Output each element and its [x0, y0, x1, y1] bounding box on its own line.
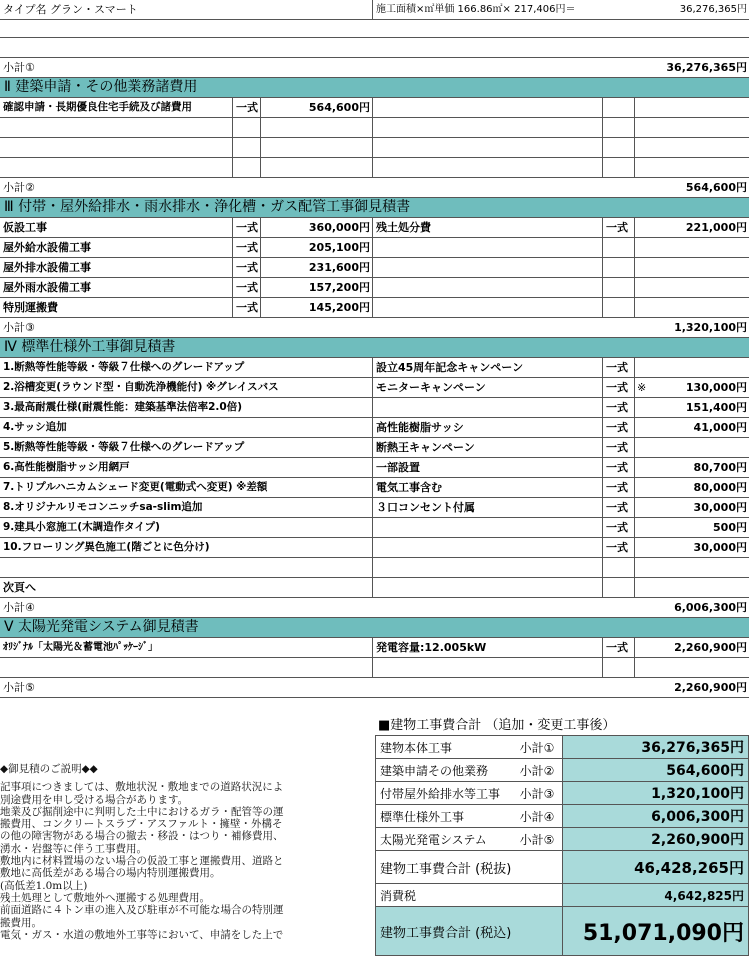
next-page-row	[0, 578, 749, 598]
item-amount: 157,200円	[260, 278, 372, 297]
item-name: 屋外給水設備工事	[3, 241, 91, 254]
section-4-row	[0, 498, 749, 518]
item-amount: 231,600円	[260, 258, 372, 277]
section-2-row	[0, 98, 749, 118]
notes-lines	[0, 781, 372, 941]
notes-line: 敷地に高低差がある場合の場内特別運搬費用。	[0, 867, 221, 880]
item-name: 1.断熱等性能等級・等級７仕様へのグレードアップ	[3, 361, 245, 373]
item-name: 屋外排水設備工事	[3, 261, 91, 274]
type-header-row	[0, 0, 749, 20]
summary-amount: 1,320,100円	[563, 782, 749, 805]
item-unit: 一式	[232, 258, 260, 277]
subtotal-3-label: 小計③	[3, 321, 35, 334]
summary-box	[375, 735, 749, 956]
item-note	[372, 538, 602, 557]
item-amount: 130,000円	[685, 381, 747, 394]
item-mark: ※	[637, 381, 647, 394]
subtotal-2-label: 小計②	[3, 181, 35, 194]
subtotal-3-amount: 1,320,100円	[674, 321, 747, 334]
summary-label: 標準仕様外工事	[376, 805, 516, 828]
item-note: ３口コンセント付属	[372, 498, 602, 517]
section-4-row	[0, 458, 749, 478]
pretax-amount: 46,428,265円	[563, 851, 749, 884]
item-unit: 一式	[602, 518, 634, 537]
section-3-row	[0, 278, 749, 298]
summary-items	[376, 736, 749, 851]
item-note	[372, 398, 602, 417]
section-5-row	[0, 638, 749, 658]
summary-subtotal-ref: 小計⑤	[516, 828, 563, 851]
item-name: 6.高性能樹脂サッシ用網戸	[3, 461, 130, 473]
item-amount: 145,200円	[260, 298, 372, 317]
tax-amount: 4,642,825円	[563, 884, 749, 907]
subtotal-4-label: 小計④	[3, 601, 35, 614]
item-name: 10.フローリング異色施工(階ごとに色分け)	[3, 541, 210, 553]
item-name: 4.サッシ追加	[3, 421, 67, 433]
item-unit: 一式	[232, 298, 260, 317]
item-unit: 一式	[602, 478, 634, 497]
item-name: 特別運搬費	[3, 301, 58, 314]
item-name: 2.浴槽変更(ラウンド型・自動洗浄機能付) ※グレイスバス	[3, 381, 279, 393]
blank-row	[0, 38, 749, 58]
notes-line: 前面道路に４トン車の進入及び駐車が不可能な場合の特別運	[0, 904, 284, 917]
section-4-row	[0, 398, 749, 418]
subtotal-5-row	[0, 678, 749, 698]
item-unit: 一式	[602, 398, 634, 417]
blank-row	[0, 118, 749, 138]
total-amount: 51,071,090円	[563, 907, 749, 956]
subtotal-1-amount: 36,276,365円	[666, 61, 747, 74]
pretax-row	[376, 851, 749, 884]
summary-row	[376, 828, 749, 851]
item-unit: 一式	[602, 498, 634, 517]
item-note	[372, 518, 602, 537]
item-unit: 一式	[602, 358, 634, 377]
item-amount: 30,000円	[693, 541, 747, 554]
section-4-row	[0, 518, 749, 538]
notes-line: 地業及び掘削途中に判明した土中におけるガラ・配管等の運	[0, 805, 284, 818]
notes-line: 敷地内に材料置場のない場合の仮設工事と運搬費用、道路と	[0, 855, 284, 868]
item-note: 電気工事含む	[372, 478, 602, 497]
item-unit: 一式	[232, 98, 260, 117]
section-4-row	[0, 358, 749, 378]
subtotal-1-label: 小計①	[3, 61, 35, 74]
item-note: 一部設置	[372, 458, 602, 477]
section-4-row	[0, 418, 749, 438]
section-3-row	[0, 238, 749, 258]
summary-subtotal-ref: 小計③	[516, 782, 563, 805]
next-page-label: 次頁へ	[3, 581, 36, 594]
summary-label: 付帯屋外給排水等工事	[376, 782, 516, 805]
blank-row	[0, 658, 749, 678]
subtotal-4-amount: 6,006,300円	[674, 601, 747, 614]
section-4-title: Ⅳ 標準仕様外工事御見積書	[0, 338, 749, 358]
summary-amount: 2,260,900円	[563, 828, 749, 851]
blank-row	[0, 558, 749, 578]
item-note: 高性能樹脂サッシ	[372, 418, 602, 437]
notes-line: 搬費用。	[0, 916, 42, 929]
item-name-2: 残土処分費	[372, 218, 602, 237]
item-unit: 一式	[602, 638, 634, 657]
item-note: モニターキャンペーン	[372, 378, 602, 397]
summary-subtotal-ref: 小計②	[516, 759, 563, 782]
item-unit-2: 一式	[602, 218, 634, 237]
section-4-row	[0, 438, 749, 458]
notes-line: 電気・ガス・水道の敷地外工事等において、申請をした上で	[0, 928, 284, 941]
item-amount: 41,000円	[693, 421, 747, 434]
summary-amount: 36,276,365円	[563, 736, 749, 759]
estimate-notes	[0, 763, 372, 941]
notes-line: 搬費用、コンクリートスラブ・アスファルト・擁壁・外構そ	[0, 818, 283, 831]
item-note: 断熱王キャンペーン	[372, 438, 602, 457]
section-3-row	[0, 258, 749, 278]
notes-line: 別途費用を申し受ける場合があります。	[0, 793, 189, 806]
subtotal-2-amount: 564,600円	[685, 181, 747, 194]
item-amount: 2,260,900円	[634, 638, 749, 657]
summary-label: 建物本体工事	[376, 736, 516, 759]
subtotal-3-row	[0, 318, 749, 338]
summary-title: ■建物工事費合計 （追加・変更工事後）	[378, 718, 616, 733]
item-amount: 80,000円	[693, 481, 747, 494]
item-name: 7.トリプルハニカムシェード変更(電動式へ変更) ※差額	[3, 481, 268, 493]
notes-line: 残土処理として敷地外へ運搬する処理費用。	[0, 891, 210, 904]
pretax-label: 建物工事費合計 (税抜)	[376, 851, 563, 884]
item-amount: 360,000円	[260, 218, 372, 237]
area-total: 36,276,365円	[679, 4, 747, 15]
blank-row	[0, 20, 749, 38]
item-unit: 一式	[602, 378, 634, 397]
summary-table	[375, 735, 749, 956]
notes-title: ◆御見積のご説明◆◆	[0, 763, 98, 775]
item-note: 発電容量:12.005kW	[372, 638, 602, 657]
notes-line: (高低差1.0m以上)	[0, 879, 88, 892]
item-unit: 一式	[232, 218, 260, 237]
summary-amount: 564,600円	[563, 759, 749, 782]
summary-label: 太陽光発電システム	[376, 828, 516, 851]
notes-line: 湧水・岩盤等に伴う工事費用。	[0, 842, 147, 855]
section-3-row	[0, 218, 749, 238]
item-unit: 一式	[232, 278, 260, 297]
item-note: 設立45周年記念キャンペーン	[372, 358, 602, 377]
blank-row	[0, 138, 749, 158]
summary-label: 建築申請その他業務	[376, 759, 516, 782]
item-name: 屋外雨水設備工事	[3, 281, 91, 294]
section-3-row	[0, 298, 749, 318]
subtotal-4-row	[0, 598, 749, 618]
item-amount: 151,400円	[685, 401, 747, 414]
total-row	[376, 907, 749, 956]
section-4-row	[0, 378, 749, 398]
item-unit: 一式	[602, 438, 634, 457]
item-name: 5.断熱等性能等級・等級７仕様へのグレードアップ	[3, 441, 245, 453]
section-4-rows	[0, 358, 749, 558]
section-5-title: Ⅴ 太陽光発電システム御見積書	[0, 618, 749, 638]
item-name: 8.オリジナルリモコンニッチsa-slim追加	[3, 501, 203, 513]
section-4-row	[0, 538, 749, 558]
item-amount: 30,000円	[693, 501, 747, 514]
section-4-row	[0, 478, 749, 498]
tax-row	[376, 884, 749, 907]
summary-row	[376, 805, 749, 828]
item-name: ｵﾘｼﾞﾅﾙ「太陽光＆蓄電池ﾊﾟｯｹｰｼﾞ」	[3, 642, 158, 653]
item-name: 3.最高耐震仕様(耐震性能：建築基準法倍率2.0倍)	[3, 401, 242, 413]
subtotal-1-row	[0, 58, 749, 78]
summary-amount: 6,006,300円	[563, 805, 749, 828]
subtotal-5-amount: 2,260,900円	[674, 681, 747, 694]
item-unit: 一式	[602, 458, 634, 477]
item-amount: 564,600円	[260, 98, 372, 117]
summary-subtotal-ref: 小計④	[516, 805, 563, 828]
item-name: 仮設工事	[3, 221, 47, 234]
item-amount: 205,100円	[260, 238, 372, 257]
summary-row	[376, 759, 749, 782]
type-name: タイプ名 グラン・スマート	[3, 3, 138, 16]
item-unit: 一式	[232, 238, 260, 257]
item-amount: 500円	[713, 521, 747, 534]
section-2-title: Ⅱ 建築申請・その他業務諸費用	[0, 78, 749, 98]
item-amount: 80,700円	[693, 461, 747, 474]
area-calc: 施工面積×㎡単価 166.86㎡× 217,406円＝	[372, 0, 637, 19]
notes-line: の他の障害物がある場合の撤去・移設・はつり・補修費用、	[0, 830, 284, 843]
blank-row	[0, 158, 749, 178]
notes-line: 記事項につきましては、敷地状況・敷地までの道路状況によ	[0, 781, 284, 794]
item-name: 9.建具小窓施工(木調造作タイプ)	[3, 521, 160, 533]
item-unit: 一式	[602, 418, 634, 437]
tax-label: 消費税	[376, 884, 563, 907]
item-unit: 一式	[602, 538, 634, 557]
section-3-title: Ⅲ 付帯・屋外給排水・雨水排水・浄化槽・ガス配管工事御見積書	[0, 198, 749, 218]
summary-row	[376, 736, 749, 759]
item-name: 確認申請・長期優良住宅手続及び諸費用	[3, 101, 192, 113]
summary-row	[376, 782, 749, 805]
total-label: 建物工事費合計 (税込)	[376, 907, 563, 956]
subtotal-5-label: 小計⑤	[3, 681, 35, 694]
summary-subtotal-ref: 小計①	[516, 736, 563, 759]
item-amount-2: 221,000円	[634, 218, 749, 237]
subtotal-2-row	[0, 178, 749, 198]
